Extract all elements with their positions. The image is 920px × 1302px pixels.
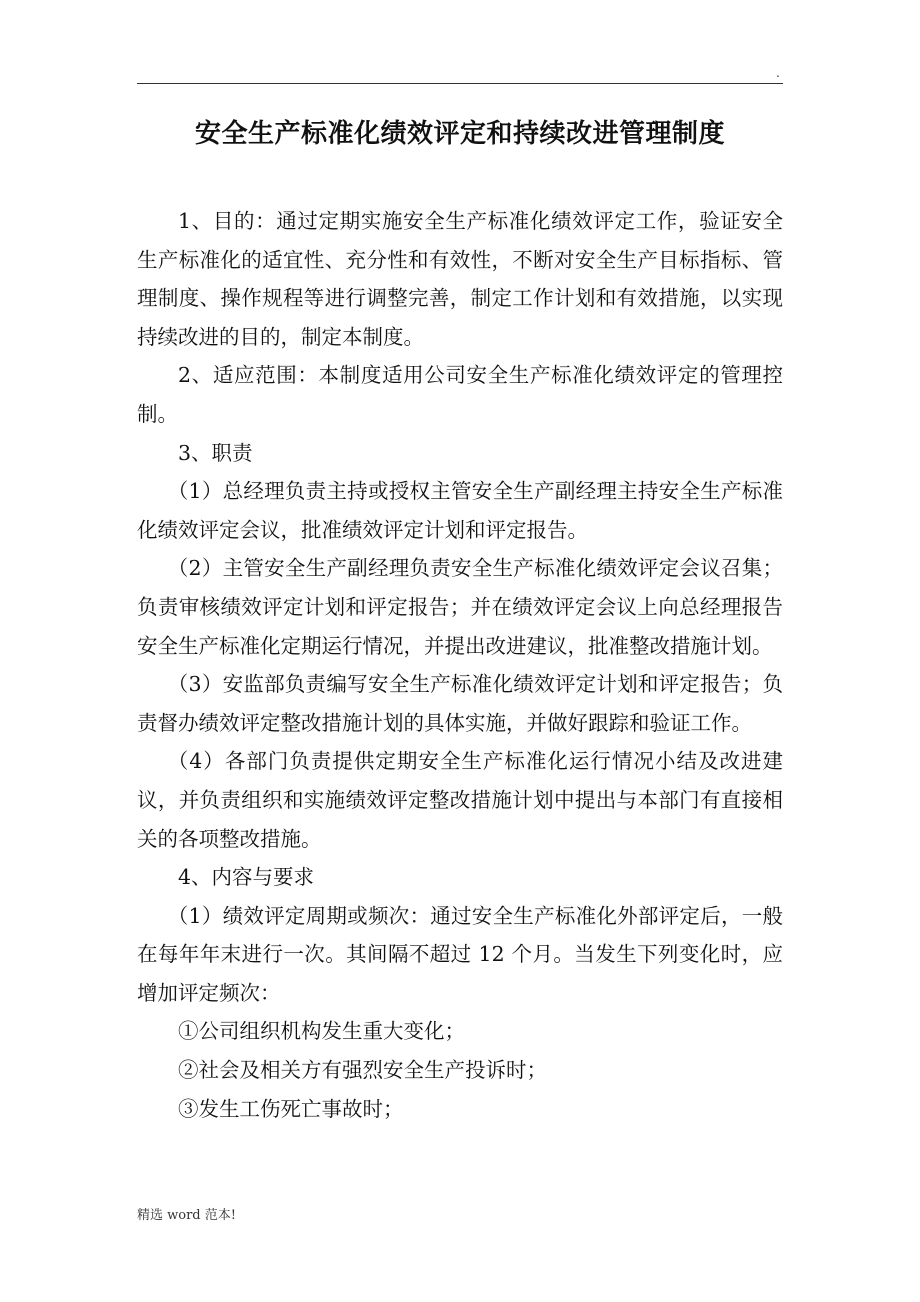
footer-note: 精选 word 范本!	[137, 1208, 236, 1223]
list-item-change-1: ①公司组织机构发生重大变化；	[178, 1019, 465, 1044]
document-body	[137, 202, 783, 1128]
paragraph-responsibility-4: （4）各部门负责提供定期安全生产标准化运行情况小结及改进建议，并负责组织和实施绩效评定整改措施计划中提出与本部门有直接相关的各项整改措施。	[137, 749, 783, 851]
paragraph-responsibility-3: （3）安监部负责编写安全生产标准化绩效评定计划和评定报告；负责督办绩效评定整改措施计划的具体实施，并做好跟踪和验证工作。	[137, 672, 783, 735]
paragraph-evaluation-frequency: （1）绩效评定周期或频次：通过安全生产标准化外部评定后，一般在每年年末进行一次。其间隔不超过 12 个月。当发生下列变化时，应增加评定频次：	[137, 903, 783, 1005]
paragraph-responsibility-1: （1）总经理负责主持或授权主管安全生产副经理主持安全生产标准化绩效评定会议，批准绩效评定计划和评定报告。	[137, 479, 783, 542]
heading-content-requirements: 4、内容与要求	[178, 865, 315, 890]
heading-responsibilities: 3、职责	[178, 440, 253, 465]
document-title: 安全生产标准化绩效评定和持续改进管理制度	[194, 119, 725, 149]
paragraph-purpose: 1、目的：通过定期实施安全生产标准化绩效评定工作，验证安全生产标准化的适宜性、充分性和有效性，不断对安全生产目标指标、管理制度、操作规程等进行调整完善，制定工作计划和有效措施，以实现持续改进的目的，制定本制度。	[137, 209, 783, 349]
paragraph-scope: 2、适应范围：本制度适用公司安全生产标准化绩效评定的管理控制。	[137, 363, 783, 426]
header-mark: .	[776, 66, 780, 80]
list-item-change-2: ②社会及相关方有强烈安全生产投诉时；	[178, 1058, 547, 1083]
list-item-change-3: ③发生工伤死亡事故时；	[178, 1096, 404, 1121]
header-rule	[137, 83, 783, 84]
paragraph-responsibility-2: （2）主管安全生产副经理负责安全生产标准化绩效评定会议召集；负责审核绩效评定计划和评定报告；并在绩效评定会议上向总经理报告安全生产标准化定期运行情况，并提出改进建议，批准整改措施计划。	[137, 556, 783, 658]
